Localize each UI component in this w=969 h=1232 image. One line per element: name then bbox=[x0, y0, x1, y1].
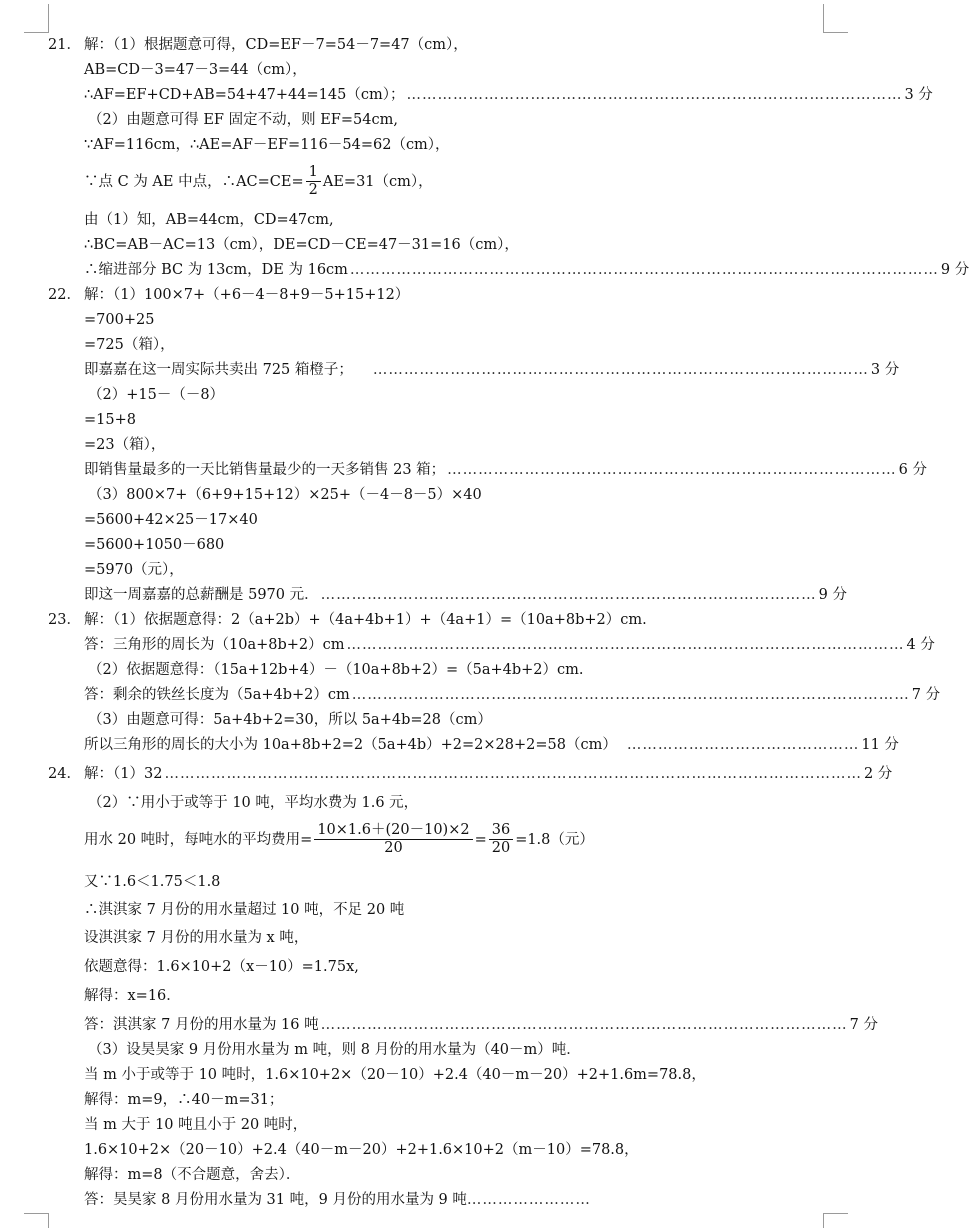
fraction-numerator: 10×1.6＋(20－10)×2 bbox=[314, 822, 472, 840]
crop-mark-bottom-left bbox=[24, 1213, 49, 1228]
q22-line-5: （2）+15－（－8） bbox=[88, 387, 225, 403]
q24-line-3 bbox=[84, 822, 594, 857]
q22-line-8 bbox=[84, 460, 928, 480]
q21-number: 21． bbox=[48, 37, 81, 53]
q22-line-9: （3）800×7+（6+9+15+12）×25+（－4－8－5）×40 bbox=[88, 487, 482, 503]
q21-score-3: 3 分 bbox=[904, 87, 933, 103]
q22-line-10: =5600+42×25－17×40 bbox=[84, 512, 258, 528]
q23-line-4 bbox=[84, 685, 941, 705]
q24-score-7: 7 分 bbox=[849, 1017, 878, 1033]
q23-line-3: （2）依据题意得：（15a+12b+4）－（10a+8b+2）=（5a+4b+2）cm. bbox=[88, 662, 584, 678]
q21-line-9 bbox=[84, 260, 969, 280]
q22-line-13 bbox=[84, 585, 847, 605]
q21-line-9-text: ∴缩进部分 BC 为 13cm，DE 为 16cm bbox=[84, 262, 348, 278]
q22-line-3: =725（箱）， bbox=[84, 337, 175, 353]
q21-line-1: 解：（1）根据题意可得，CD=EF－7=54－7=47（cm）， bbox=[84, 37, 468, 53]
q23-number: 23． bbox=[48, 612, 81, 628]
q21-line-3 bbox=[84, 85, 933, 105]
q22-line-7: =23（箱）， bbox=[84, 437, 166, 453]
leader-dots: …………………………………………………………………………………… bbox=[406, 87, 903, 103]
q22-score-9: 9 分 bbox=[818, 587, 847, 603]
q24-line-1-text: 解：（1）32 bbox=[84, 766, 163, 782]
q22-line-11: =5600+1050－680 bbox=[84, 537, 225, 553]
fraction-result bbox=[489, 822, 513, 857]
leader-dots: …………………………………………………………………………………………………… bbox=[349, 262, 939, 278]
q22-line-1: 解：（1）100×7+（+6－4－8+9－5+15+12） bbox=[84, 287, 410, 303]
fraction-denominator: 2 bbox=[308, 182, 318, 198]
q24-line-3-post: =1.8（元） bbox=[515, 831, 594, 848]
q22-line-4 bbox=[84, 360, 900, 380]
q21-line-3-text: ∴AF=EF+CD+AB=54+47+44=145（cm）； bbox=[84, 87, 405, 103]
q24-line-1 bbox=[84, 764, 893, 784]
q22-line-12: =5970（元）， bbox=[84, 562, 184, 578]
leader-dots: ………………………………………………………………………………………… bbox=[320, 1017, 848, 1033]
fraction-average-cost bbox=[314, 822, 472, 857]
q23-line-5: （3）由题意可得：5a+4b+2=30，所以 5a+4b=28（cm） bbox=[88, 712, 492, 728]
q21-line-6-post: AE=31（cm）， bbox=[322, 173, 433, 190]
q24-line-11: 当 m 小于或等于 10 吨时，1.6×10+2×（20－10）+2.4（40－m－20）+2+1.6m=78.8， bbox=[84, 1067, 706, 1083]
q24-line-9-text: 答：淇淇家 7 月份的用水量为 16 吨 bbox=[84, 1017, 319, 1033]
q24-line-10: （3）设昊昊家 9 月份用水量为 m 吨，则 8 月份的用水量为（40－m）吨． bbox=[88, 1042, 581, 1058]
q21-line-7: 由（1）知，AB=44cm，CD=47cm, bbox=[84, 212, 334, 228]
leader-dots: …………………………………………………………………………………… bbox=[320, 587, 817, 603]
q24-line-9 bbox=[84, 1015, 878, 1035]
q23-line-4-text: 答：剩余的铁丝长度为（5a+4b+2）cm bbox=[84, 687, 350, 703]
q21-line-6 bbox=[84, 164, 433, 199]
q21-line-8: ∴BC=AB－AC=13（cm），DE=CD－CE=47－31=16（cm）， bbox=[84, 237, 519, 253]
q22-line-8-text: 即销售量最多的一天比销售量最少的一天多销售 23 箱； bbox=[84, 462, 446, 478]
q21-line-2: AB=CD－3=47－3=44（cm）， bbox=[84, 62, 307, 78]
leader-dots: ……………………………………………………………………………………………………………………… bbox=[164, 766, 862, 782]
q21-line-5: ∵AF=116cm，∴AE=AF－EF=116－54=62（cm）， bbox=[84, 137, 450, 153]
q23-score-4: 4 分 bbox=[906, 637, 935, 653]
q23-line-6 bbox=[84, 735, 899, 755]
q24-line-16 bbox=[84, 1190, 591, 1210]
q22-line-2: =700+25 bbox=[84, 312, 155, 328]
q24-line-16-text: 答：昊昊家 8 月份用水量为 31 吨，9 月份的用水量为 9 吨 bbox=[84, 1192, 467, 1208]
fraction-numerator: 1 bbox=[306, 164, 321, 182]
q24-line-12: 解得：m=9，∴40－m=31； bbox=[84, 1092, 284, 1108]
q22-line-6: =15+8 bbox=[84, 412, 136, 428]
q24-line-5: ∴淇淇家 7 月份的用水量超过 10 吨，不足 20 吨 bbox=[84, 902, 405, 918]
q22-line-4-text: 即嘉嘉在这一周实际共卖出 725 箱橙子； bbox=[84, 362, 353, 378]
equals-sign: = bbox=[474, 831, 487, 848]
leader-dots: …………………………………………………………………………… bbox=[447, 462, 897, 478]
crop-mark-bottom-right bbox=[823, 1213, 848, 1228]
leader-dots: ……………………………………………………………………………………………… bbox=[346, 637, 905, 653]
q23-score-11: 11 分 bbox=[861, 737, 899, 753]
q24-score-2: 2 分 bbox=[863, 766, 893, 782]
q21-line-6-pre: ∵点 C 为 AE 中点，∴AC=CE= bbox=[84, 173, 304, 190]
q24-line-8: 解得：x=16． bbox=[84, 988, 181, 1004]
q23-score-7: 7 分 bbox=[911, 687, 941, 703]
q24-line-14: 1.6×10+2×（20－10）+2.4（40－m－20）+2+1.6×10+2（m－10）=78.8， bbox=[84, 1142, 639, 1158]
q22-score-3: 3 分 bbox=[870, 362, 900, 378]
q23-line-1: 解：（1）依据题意得：2（a+2b）+（4a+4b+1）+（4a+1）=（10a+8b+2）cm. bbox=[84, 612, 647, 628]
q24-line-4: 又∵1.6＜1.75＜1.8 bbox=[84, 874, 221, 890]
leader-dots: …………………… bbox=[466, 1192, 591, 1208]
q22-score-6: 6 分 bbox=[898, 462, 928, 478]
q24-line-13: 当 m 大于 10 吨且小于 20 吨时， bbox=[84, 1117, 308, 1133]
leader-dots: …………………………………………………………………………………… bbox=[372, 362, 869, 378]
q21-line-4: （2）由题意可得 EF 固定不动，则 EF=54cm, bbox=[88, 112, 398, 128]
fraction-denominator: 20 bbox=[491, 840, 511, 856]
q24-line-7: 依题意得：1.6×10+2（x－10）=1.75x, bbox=[84, 959, 359, 975]
q24-line-6: 设淇淇家 7 月份的用水量为 x 吨， bbox=[84, 930, 309, 946]
q22-number: 22． bbox=[48, 287, 81, 303]
q23-line-2-text: 答：三角形的周长为（10a+8b+2）cm bbox=[84, 637, 345, 653]
fraction-numerator: 36 bbox=[489, 822, 513, 840]
q24-line-3-pre: 用水 20 吨时，每吨水的平均费用= bbox=[84, 831, 313, 848]
leader-dots: ……………………………………………………………………………………………… bbox=[351, 687, 910, 703]
leader-dots: ……………………………………… bbox=[626, 737, 860, 753]
q23-line-2 bbox=[84, 635, 935, 655]
fraction-denominator: 20 bbox=[384, 840, 403, 856]
crop-mark-top-right bbox=[823, 4, 848, 33]
q24-number: 24． bbox=[48, 766, 81, 782]
crop-mark-top-left bbox=[24, 4, 49, 33]
fraction-half bbox=[306, 164, 321, 199]
q24-line-15: 解得：m=8（不合题意，舍去）． bbox=[84, 1167, 301, 1183]
q21-score-9: 9 分 bbox=[940, 262, 969, 278]
q24-line-2: （2）∵用小于或等于 10 吨，平均水费为 1.6 元， bbox=[88, 795, 419, 811]
q23-line-6-text: 所以三角形的周长的大小为 10a+8b+2=2（5a+4b）+2=2×28+2=58（cm） bbox=[84, 737, 617, 753]
q22-line-13-text: 即这一周嘉嘉的总薪酬是 5970 元． bbox=[84, 587, 319, 603]
